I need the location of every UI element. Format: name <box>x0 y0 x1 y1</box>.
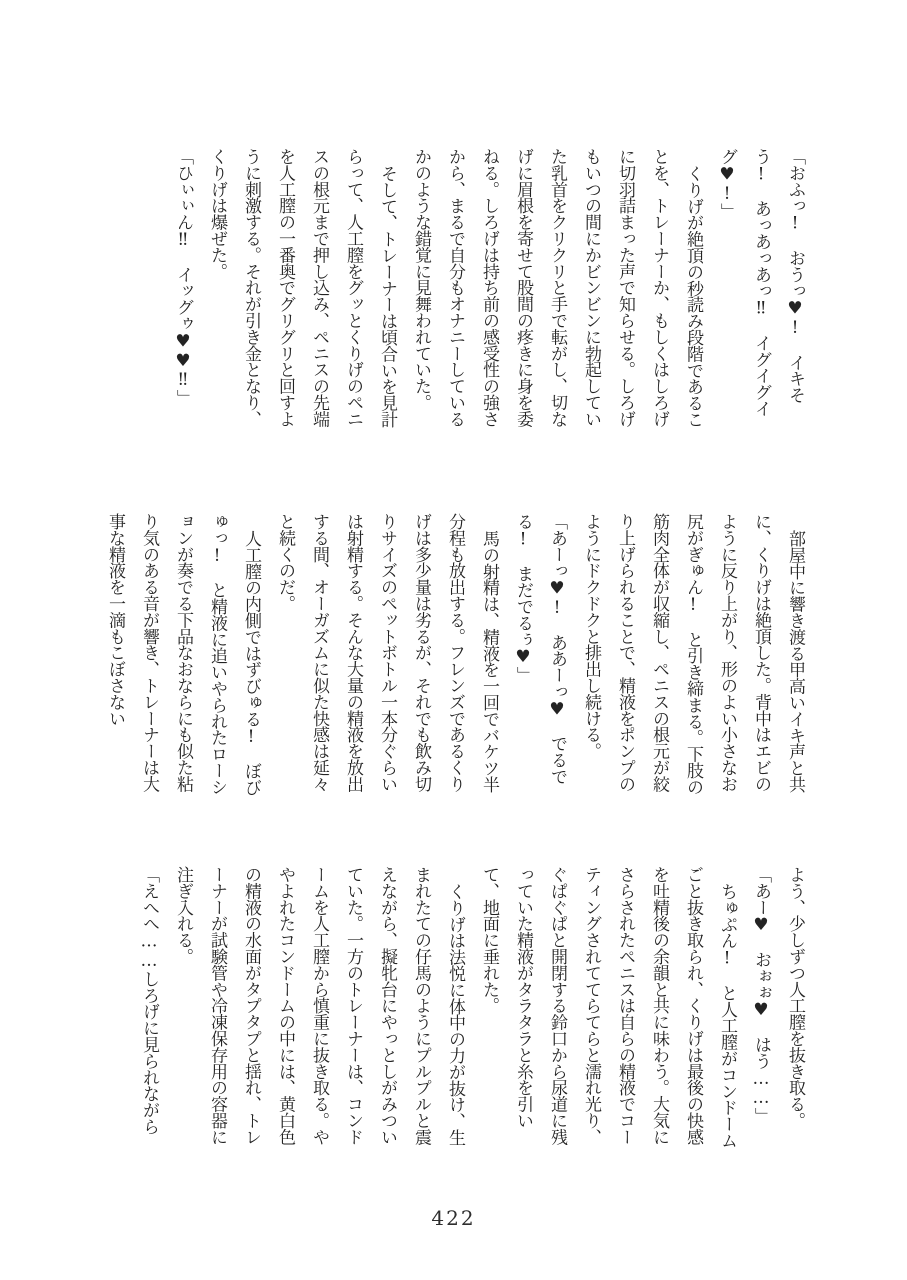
text-block-bottom <box>132 866 812 1150</box>
paragraph: くりげは法悦に体中の力が抜け、生まれたての仔馬のようにプルプルと震えながら、擬牝台にやっとしがみついていた。一方のトレーナーは、コンドームを人工膣から慎重に抜き取る。ややよれたコンドームの中には、黄白色の精液の水面がタプタプと揺れ、トレーナーが試験管や冷凍保存用の容器に注ぎ入れる。 <box>173 866 465 1146</box>
paragraph: 人工膣の内側ではずびゅる! ぼびゅっ! と精液に追いやられたローションが奏でる下品なおならにも似た粘り気のある音が響き、トレーナーは大事な精液を一滴もこぼさない <box>105 513 261 796</box>
text-block-top <box>166 148 812 432</box>
text-block-middle <box>98 513 812 797</box>
paragraph: 「ひぃぃん‼ イッグゥ♥♥‼」 <box>173 148 193 407</box>
paragraph: 馬の射精は、精液を一回でバケツ半分程も放出する。フレンズであるくりげは多少量は劣るが、それでも飲み切りサイズのペットボトル一本分ぐらいは射精する。そんな大量の精液を放出する間、オーガズムに似た快感は延々と続くのだ。 <box>275 513 499 793</box>
paragraph: 「あーっ♥! ああーっ♥ でるでる! まだでるぅ♥」 <box>513 513 567 785</box>
paragraph: そして、トレーナーは頃合いを見計らって、人工膣をグッとくりげのペニスの根元まで押し込み、ペニスの先端を人工膣の一番奥でグリグリと回すように刺激する。それが引き金となり、くりげは爆ぜた。 <box>207 148 397 428</box>
paragraph: 「おふっ! おうっ♥! イキそう! あっあっあっ‼ イグイグイグ♥!」 <box>717 148 805 417</box>
paragraph: 「あー♥ おぉぉ♥ はう……」 <box>751 866 771 1125</box>
paragraph: 「えへへ……しろげに見られながら <box>139 866 159 1135</box>
paragraph: ちゅぷん! と人工膣がコンドームごと抜き取られ、くりげは最後の快感を吐精後の余韻と共に味わう。大気にさらされたペニスは自らの精液でコーティングされててらてらと濡れ光り、ぐぱぐぱと開閉する鈴口から尿道に残っていた精液がタラタラと糸を引いて、地面に垂れた。 <box>479 866 737 1149</box>
paragraph: くりげが絶頂の秒読み段階であることを、トレーナーか、もしくはしろげに切羽詰まった声で知らせる。しろげもいつの間にかビンビンに勃起していた乳首をクリクリと手で転がし、切なげに眉根を寄せて股間の疼きに身を委ねる。しろげは持ち前の感受性の強さから、まるで自分もオナニーしているかのような錯覚に見舞われていた。 <box>411 148 703 428</box>
paragraph: よう、少しずつ人工膣を抜き取る。 <box>785 866 805 1129</box>
page-number: 422 <box>431 1206 476 1230</box>
paragraph: 部屋中に響き渡る甲高いイキ声と共に、くりげは絶頂した。背中はエビのように反り上がり、形のよい小さなお尻がぎゅん! と引き締まる。下肢の筋肉全体が収縮し、ペニスの根元が絞り上げられることで、精液をポンプのようにドクドクと排出し続ける。 <box>581 513 805 795</box>
